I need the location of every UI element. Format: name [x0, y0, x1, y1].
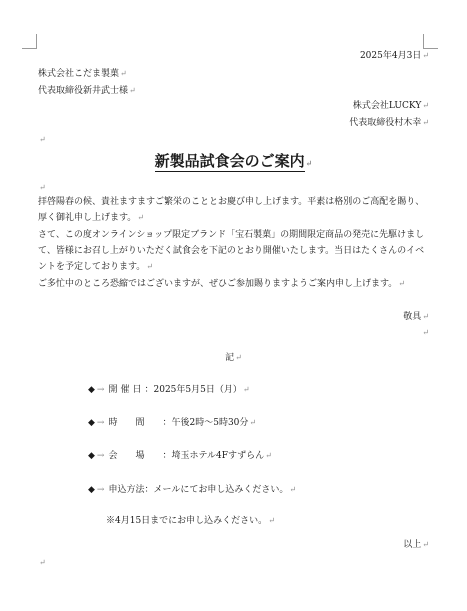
paragraph-mark: ↵ — [422, 328, 429, 337]
request-paragraph — [38, 276, 430, 292]
item-value: メールにてお申し込みください。 — [153, 485, 289, 495]
diamond-bullet-icon: ◆ — [88, 485, 95, 495]
paragraph-mark: ↵ — [249, 418, 257, 427]
closing-ijou — [403, 539, 429, 551]
paragraph-mark: ↵ — [39, 135, 46, 144]
date-text: 2025年4月3日 — [359, 51, 422, 61]
note-text: ※4月15日までにお申し込みください。 — [106, 516, 268, 526]
paragraph-mark: ↵ — [422, 312, 429, 321]
tab-arrow-icon: → — [96, 485, 105, 495]
letter-date — [360, 50, 429, 62]
paragraph-mark: ↵ — [398, 279, 405, 288]
paragraph-mark: ↵ — [305, 158, 313, 168]
paragraph-mark: ↵ — [120, 69, 127, 78]
paragraph-mark: ↵ — [422, 118, 429, 127]
empty-line — [421, 327, 429, 339]
document-title — [0, 151, 467, 173]
main-paragraph — [38, 227, 430, 275]
paragraph-mark: ↵ — [129, 86, 136, 95]
paragraph-text: 拝啓陽春の候、貴社ますますご繁栄のこととお慶び申し上げます。平素は格別のご高配を賜り、厚く御礼申し上げます。 — [38, 197, 425, 223]
tab-arrow-icon: → — [96, 385, 105, 395]
deadline-note — [106, 515, 275, 527]
empty-line — [38, 182, 46, 194]
paragraph-mark: ↵ — [242, 385, 250, 394]
item-date: ◆ → 開催日：2025年5月5日（月）↵ — [88, 385, 250, 395]
empty-line — [38, 134, 46, 146]
tab-arrow-icon: → — [96, 451, 105, 461]
sender-person-text: 代表取締役村木幸 — [349, 118, 422, 128]
paragraph-mark: ↵ — [146, 262, 153, 271]
item-label: 会場 — [108, 451, 163, 461]
greeting-paragraph — [38, 194, 430, 226]
ki-heading — [0, 352, 467, 364]
paragraph-mark: ↵ — [39, 183, 46, 192]
closing-keigu — [403, 311, 429, 323]
empty-line — [38, 557, 46, 569]
item-time: ◆ → 時間：午後2時～5時30分↵ — [88, 418, 257, 428]
paragraph-text: さて、この度オンラインショップ限定ブランド「宝石製菓」の期間限定商品の発売に先駆けまして、皆様にお召し上がりいただく試食会を下記のとおり開催いたします。当日はたくさんのイベントを予定しております。 — [38, 230, 425, 272]
crop-mark-top-right — [423, 34, 438, 49]
tab-arrow-icon: → — [96, 418, 105, 428]
item-venue: ◆ → 会場：埼玉ホテル4Fすずらん↵ — [88, 451, 272, 461]
sender-company-text: 株式会社LUCKY — [352, 101, 422, 111]
recipient-person-text: 代表取締役新井武士様 — [38, 86, 129, 96]
title-text: 新製品試食会のご案内 — [154, 152, 305, 170]
item-value: 埼玉ホテル4Fすずらん — [171, 451, 265, 461]
item-value: 2025年5月5日（月） — [153, 385, 242, 395]
item-label: 開催日 — [108, 385, 145, 395]
closing-text: 敬具 — [403, 312, 422, 322]
item-label: 時間 — [108, 418, 163, 428]
recipient-company — [38, 68, 127, 80]
diamond-bullet-icon: ◆ — [88, 451, 95, 461]
paragraph-mark: ↵ — [268, 516, 275, 525]
recipient-person — [38, 85, 136, 97]
end-text: 以上 — [403, 540, 422, 550]
recipient-company-text: 株式会社こだま製菓 — [38, 69, 120, 79]
paragraph-mark: ↵ — [422, 540, 429, 549]
ki-text: 記 — [225, 353, 235, 363]
paragraph-mark: ↵ — [39, 558, 46, 567]
item-application: ◆ → 申込方法：メールにてお申し込みください。↵ — [88, 485, 297, 495]
sender-person — [349, 117, 429, 129]
paragraph-mark: ↵ — [235, 353, 242, 362]
crop-mark-top-left — [22, 34, 37, 49]
paragraph-mark: ↵ — [289, 485, 297, 494]
sender-company — [353, 100, 429, 112]
paragraph-mark: ↵ — [137, 213, 144, 222]
paragraph-mark: ↵ — [422, 101, 429, 110]
paragraph-mark: ↵ — [265, 451, 272, 460]
diamond-bullet-icon: ◆ — [88, 385, 95, 395]
diamond-bullet-icon: ◆ — [88, 418, 95, 428]
paragraph-text: ご多忙中のところ恐縮ではございますが、ぜひご参加賜りますようご案内申し上げます。 — [38, 279, 398, 289]
item-value: 午後2時～5時30分 — [171, 418, 249, 428]
item-label: 申込方法 — [108, 485, 145, 495]
paragraph-mark: ↵ — [422, 51, 429, 60]
